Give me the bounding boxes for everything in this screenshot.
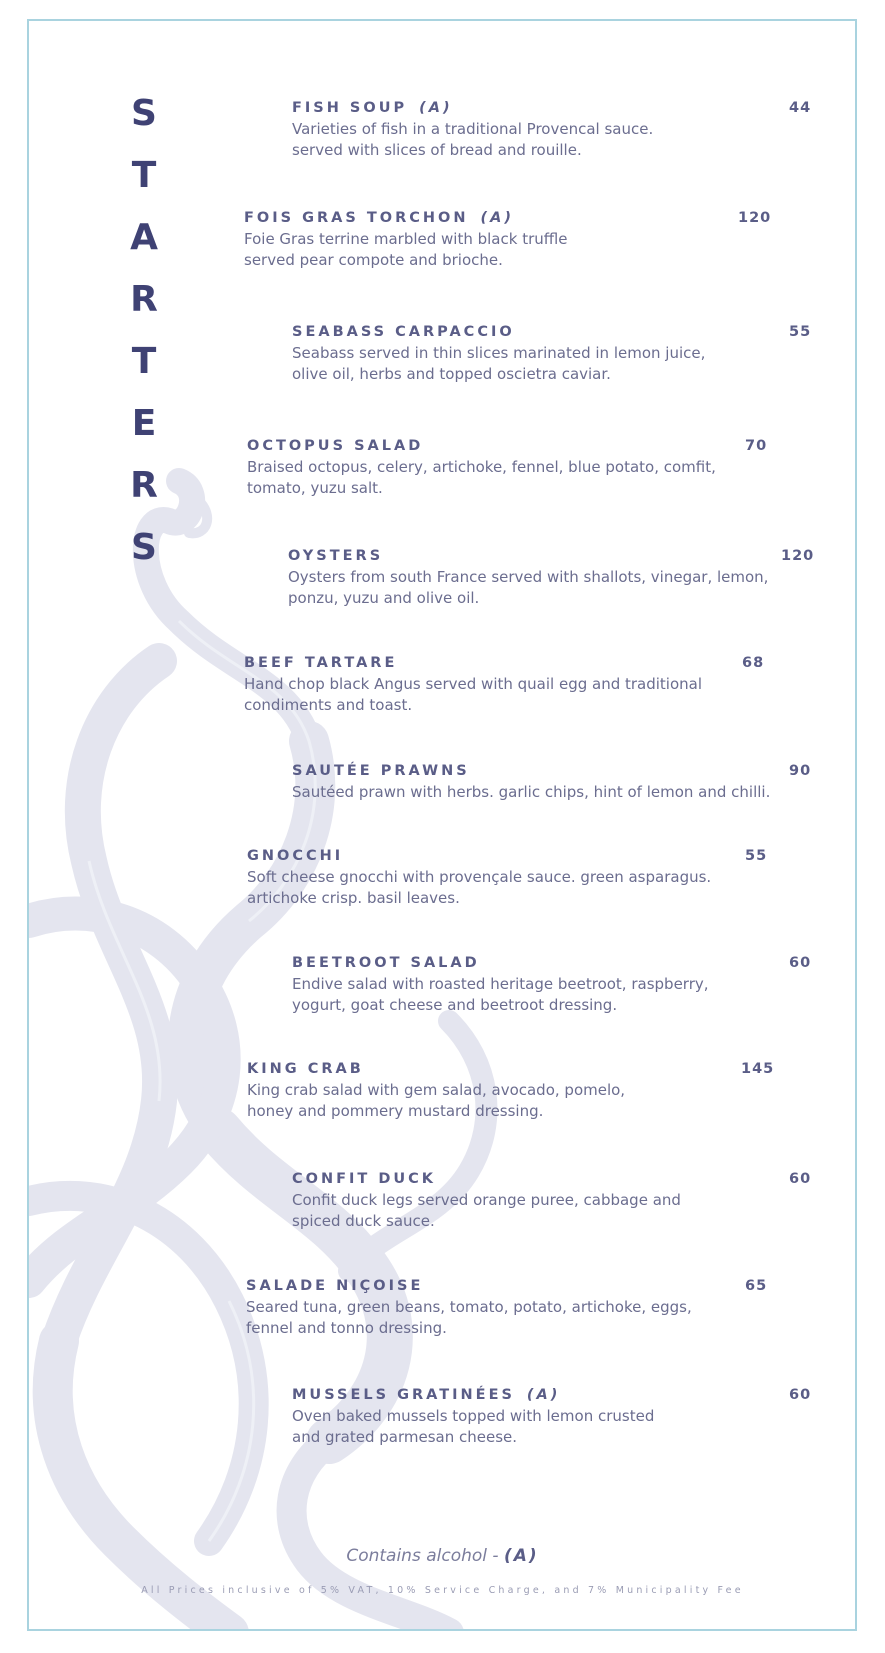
alcohol-legend	[0, 1546, 885, 1566]
item-price: 70	[745, 438, 768, 454]
menu-item-fish-soup	[292, 98, 812, 161]
item-description: Oven baked mussels topped with lemon crusted and grated parmesan cheese.	[292, 1407, 655, 1446]
item-name: SEABASS CARPACCIO	[292, 324, 515, 340]
item-price: 60	[789, 1171, 812, 1187]
item-name: BEEF TARTARE	[244, 655, 398, 671]
menu-item-beetroot-salad	[292, 953, 822, 1016]
item-price: 65	[745, 1278, 768, 1294]
alcohol-marker: (A)	[419, 100, 453, 116]
item-price: 68	[742, 655, 765, 671]
item-name: OCTOPUS SALAD	[247, 438, 424, 454]
title-letter: E	[131, 403, 157, 444]
menu-item-beef-tartare	[244, 653, 774, 716]
title-letter: R	[130, 279, 158, 320]
item-price: 90	[789, 763, 812, 779]
starters-title	[128, 92, 160, 588]
item-name: MUSSELS GRATINÉES	[292, 1387, 515, 1403]
item-price: 120	[781, 548, 815, 564]
alcohol-legend-marker: (A)	[503, 1546, 539, 1566]
menu-item-oysters	[288, 546, 818, 609]
item-description: Braised octopus, celery, artichoke, fennel, blue potato, comfit, tomato, yuzu salt.	[247, 458, 716, 497]
item-description: Endive salad with roasted heritage beetroot, raspberry, yogurt, goat cheese and beetroot dressing.	[292, 975, 709, 1014]
item-name: BEETROOT SALAD	[292, 955, 480, 971]
item-description: Foie Gras terrine marbled with black truffle served pear compote and brioche.	[244, 230, 568, 269]
vat-note: All Prices inclusive of 5% VAT, 10% Service Charge, and 7% Municipality Fee	[141, 1585, 744, 1596]
menu-item-seabass-carpaccio	[292, 322, 812, 385]
item-name: GNOCCHI	[247, 848, 344, 864]
title-letter: S	[131, 93, 157, 134]
menu-item-octopus-salad	[247, 436, 777, 499]
title-letter: T	[131, 155, 157, 196]
item-description: Varieties of fish in a traditional Provencal sauce. served with slices of bread and rouille.	[292, 120, 654, 159]
item-name: KING CRAB	[247, 1061, 364, 1077]
item-price: 60	[789, 1387, 812, 1403]
item-description: King crab salad with gem salad, avocado, pomelo, honey and pommery mustard dressing.	[247, 1081, 626, 1120]
menu-item-king-crab	[247, 1059, 777, 1122]
item-price: 55	[789, 324, 812, 340]
item-price: 120	[738, 210, 772, 226]
item-description: Oysters from south France served with shallots, vinegar, lemon, ponzu, yuzu and olive oil.	[288, 568, 769, 607]
item-price: 60	[789, 955, 812, 971]
item-name: SALADE NIÇOISE	[246, 1278, 424, 1294]
alcohol-legend-text: Contains alcohol	[346, 1546, 488, 1566]
item-description: Seared tuna, green beans, tomato, potato, artichoke, eggs, fennel and tonno dressing.	[246, 1298, 692, 1337]
menu-item-salade-nicoise	[246, 1276, 776, 1339]
item-name: SAUTÉE PRAWNS	[292, 763, 470, 779]
menu-item-sautee-prawns	[292, 761, 822, 803]
item-description: Confit duck legs served orange puree, cabbage and spiced duck sauce.	[292, 1191, 681, 1230]
item-name: OYSTERS	[288, 548, 384, 564]
item-description: Soft cheese gnocchi with provençale sauce. green asparagus. artichoke crisp. basil leaves.	[247, 868, 712, 907]
menu-item-gnocchi	[247, 846, 777, 909]
item-name: FOIS GRAS TORCHON	[244, 210, 469, 226]
title-letter: A	[130, 217, 158, 258]
title-letter: S	[131, 527, 157, 568]
title-letter: R	[130, 465, 158, 506]
item-description: Sautéed prawn with herbs. garlic chips, hint of lemon and chilli.	[292, 783, 771, 801]
item-description: Hand chop black Angus served with quail egg and traditional condiments and toast.	[244, 675, 703, 714]
alcohol-legend-dash: -	[487, 1546, 504, 1566]
title-letter: T	[131, 341, 157, 382]
item-name: CONFIT DUCK	[292, 1171, 437, 1187]
menu-item-fois-gras-torchon	[244, 208, 774, 271]
item-price: 44	[789, 100, 812, 116]
alcohol-marker: (A)	[526, 1387, 561, 1403]
alcohol-marker: (A)	[480, 210, 515, 226]
menu-item-confit-duck	[292, 1169, 822, 1232]
menu-item-mussels-gratinees	[292, 1385, 822, 1448]
item-name: FISH SOUP	[292, 100, 408, 116]
item-description: Seabass served in thin slices marinated in lemon juice, olive oil, herbs and topped oscietra caviar.	[292, 344, 706, 383]
item-price: 145	[741, 1061, 775, 1077]
item-price: 55	[745, 848, 768, 864]
